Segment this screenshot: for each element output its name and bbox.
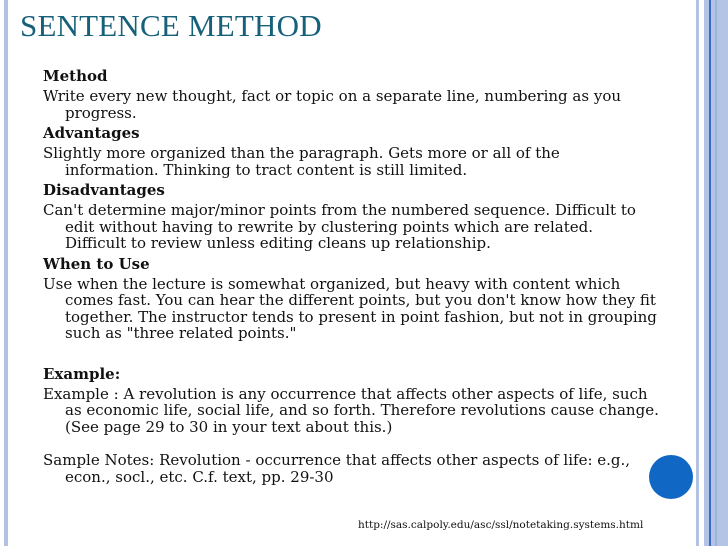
section-heading: Disadvantages	[43, 181, 165, 199]
section-disadvantages	[43, 181, 683, 252]
right-decorative-stripe	[696, 0, 699, 546]
section-example	[43, 365, 683, 436]
section-advantages	[43, 124, 683, 178]
source-url: http://sas.calpoly.edu/asc/ssl/notetaking.systems.html	[358, 519, 644, 531]
section-heading: Method	[43, 67, 108, 85]
spacer	[43, 345, 683, 365]
section-heading: When to Use	[43, 254, 150, 273]
section-text: Use when the lecture is somewhat organized, but heavy with content which comes fast. You can hear the different points, but you don't know how they fit together. The instructor tends to present in point fashion, but not in grouping such as "three related points."	[43, 274, 657, 342]
section-text: Can't determine major/minor points from the numbered sequence. Difficult to edit without having to rewrite by clustering points which are related. Difficult to review unless editing cleans up relationship.	[43, 201, 636, 252]
sample-notes: Sample Notes: Revolution - occurrence that affects other aspects of life: e.g., econ., socl., etc. C.f. text, pp. 29-30	[43, 451, 631, 486]
section-text: Slightly more organized than the paragraph. Gets more or all of the information. Thinking to tract content is still limited.	[43, 144, 560, 179]
spacer	[43, 438, 683, 450]
section-text: Example : A revolution is any occurrence that affects other aspects of life, such as economic life, social life, and so forth. Therefore revolutions cause change. (See page 29 to 30 in your text about this.)	[43, 384, 659, 436]
section-text: Write every new thought, fact or topic on a separate line, numbering as you progress.	[43, 87, 622, 122]
left-decorative-stripe	[4, 0, 8, 546]
section-method	[43, 67, 683, 121]
right-decorative-line	[709, 0, 711, 546]
right-decorative-line-light	[715, 0, 717, 546]
section-heading: Example:	[43, 364, 121, 383]
section-when-to-use	[43, 255, 683, 342]
slide-title: SENTENCE METHOD	[20, 8, 322, 43]
decorative-circle	[649, 455, 693, 499]
section-heading: Advantages	[43, 124, 140, 142]
slide-body	[43, 67, 683, 488]
